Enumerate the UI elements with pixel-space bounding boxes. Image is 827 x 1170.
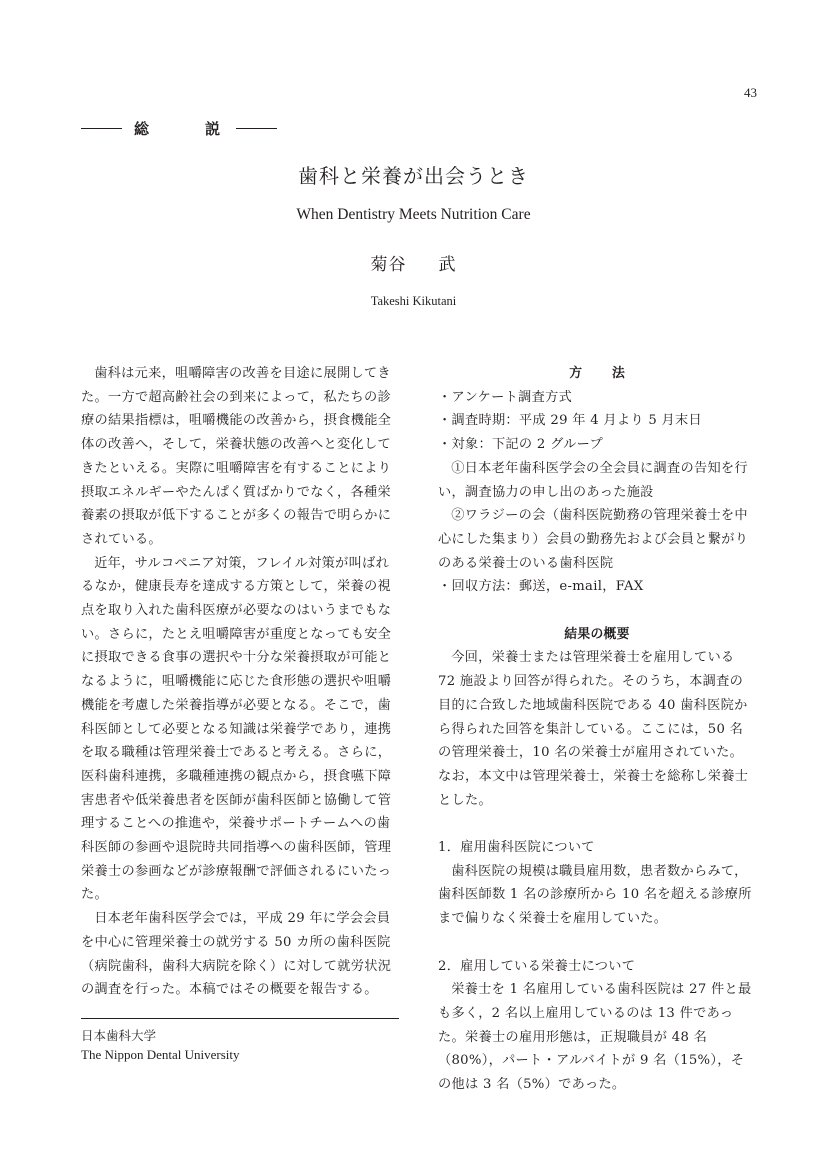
section-header [81,118,277,139]
methods-item: ・アンケート調査方式 [438,389,573,405]
section-label: 総説 [134,120,277,138]
methods-item: ・対象：下記の 2 グループ [438,437,603,453]
footnote-rule [81,1018,399,1019]
left-column [81,362,399,1002]
author-given-name: 武 [438,255,457,275]
methods-collection: ・回収方法：郵送，e-mail，FAX [438,579,644,595]
header-rule-left [81,128,122,129]
author-english: Takeshi Kikutani [370,294,457,308]
methods-group: ①日本老年歯科医学会の全会員に調査の告知を行い，調査協力の申し出のあった施設 [438,460,748,500]
results-intro: 今回，栄養士または管理栄養士を雇用している 72 施設より回答が得られた。そのうち，本調査の目的に合致した地域歯科医院である 40 歯科医院から得られた回答を集計している。ここには，50 名の管理栄養士，10 名の栄養士が雇用されていた。なお，本文中は管理栄養士，栄養士を総称し栄養士とした。 [438,650,749,808]
title-english: When Dentistry Meets Nutrition Care [296,206,531,223]
subsection-text: 栄養士を 1 名雇用している歯科医院は 27 件と最も多く，2 名以上雇用しているのは 13 件であった。栄養士の雇用形態は，正規職員が 48 名（80%），パート・アルバイトが 9 名（15%），その他は 3 名（5%）であった。 [438,982,752,1093]
affiliation-english: The Nippon Dental University [81,1047,240,1062]
subsection-heading: 1．雇用歯科医院について [438,840,595,856]
right-column [438,362,756,1097]
subsection-text: 歯科医院の規模は職員雇用数，患者数からみて，歯科医師数 1 名の診療所から 10 名を超える診療所まで偏りなく栄養士を雇用していた。 [438,863,752,927]
author-japanese [0,250,827,275]
methods-item: ・調査時期：平成 29 年 4 月より 5 月末日 [438,413,703,429]
body-paragraph: 歯科は元来，咀嚼障害の改善を目途に展開してきた。一方で超高齢社会の到来によって，私たちの診療の結果指標は，咀嚼機能の改善から，摂食機能全体の改善へ，そして，栄養状態の改善へと変化してきたといえる。実際に咀嚼障害を有することにより摂取エネルギーやたんぱく質ばかりでなく，各種栄養素の摂取が低下することが多くの報告で明らかにされている。 [81,366,392,547]
methods-group: ②ワラジーの会（歯科医院勤務の管理栄養士を中心にした集まり）会員の勤務先および会員と繋がりのある栄養士のいる歯科医院 [438,508,749,571]
body-paragraph: 近年，サルコペニア対策，フレイル対策が叫ばれるなか，健康長寿を達成する方策として，栄養の視点を取り入れた歯科医療が必要なのはいうまでもない。さらに，たとえ咀嚼障害が重度となっても安全に摂取できる食事の選択や十分な栄養摂取が可能となるように，咀嚼機能に応じた食形態の選択や咀嚼機能を考慮した栄養指導が必要となる。そこで，歯科医師として必要となる知識は栄養学であり，連携を取る職種は管理栄養士であると考える。さらに，医科歯科連携，多職種連携の観点から，摂食嚥下障害患者や低栄養患者を医師が歯科医師と協働して管理することへの推進や，栄養サポートチームへの歯科医師の参画や退院時共同指導への歯科医師，管理栄養士の参画などが診療報酬で評価されるにいたった。 [81,555,392,903]
subsection-heading: 2．雇用している栄養士について [438,958,636,974]
methods-heading: 方法 [569,366,655,381]
title-japanese: 歯科と栄養が出会うとき [298,164,529,188]
body-paragraph: 日本老年歯科医学会では，平成 29 年に学会会員を中心に管理栄養士の就労する 50 カ所の歯科医院（病院歯科，歯科大病院を除く）に対して就労状況の調査を行った。本稿ではその概要を報告する。 [81,911,392,998]
page-number: 43 [744,85,757,100]
affiliation [81,1026,240,1064]
header-rule-right [236,128,277,129]
results-heading: 結果の概要 [564,626,630,642]
affiliation-japanese: 日本歯科大学 [81,1028,157,1043]
author-family-name: 菊谷 [370,255,407,275]
